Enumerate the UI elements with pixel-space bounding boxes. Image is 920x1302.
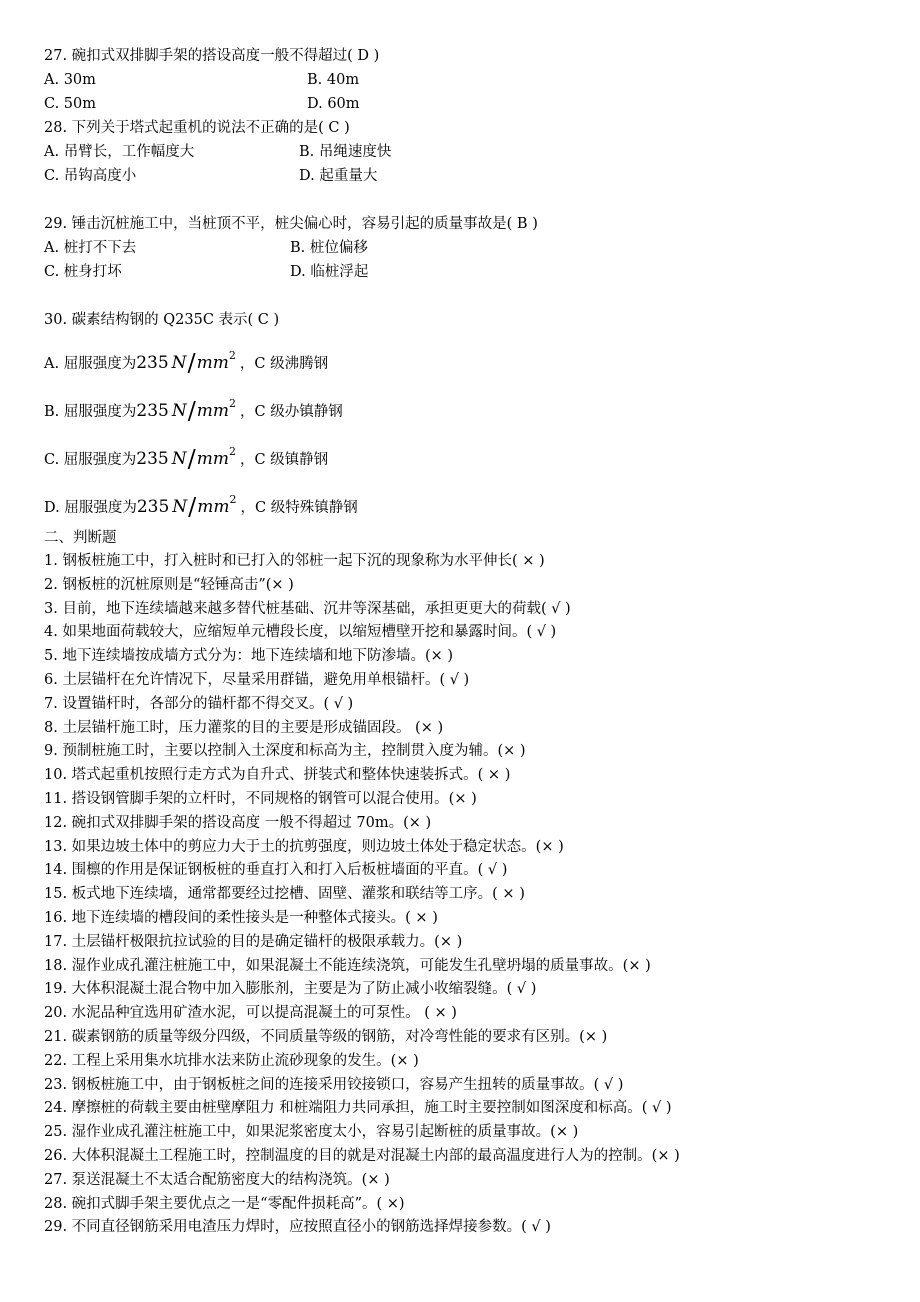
judgment-item: 12. 碗扣式双排脚手架的搭设高度 一般不得超过 70m。(× ) [44,814,432,831]
question-30 [44,308,904,524]
judgment-item: 16. 地下连续墙的槽段间的柔性接头是一种整体式接头。( × ) [44,909,438,926]
option: D. 临桩浮起 [290,264,369,280]
option-suffix: ，C 级特殊镇静钢 [240,500,358,516]
option-prefix: D. 屈服强度为 [44,500,137,516]
formula-unit-n: N [172,497,188,517]
judgment-item: 26. 大体积混凝土工程施工时，控制温度的目的就是对混凝土内部的最高温度进行人为的控制。(× ) [44,1147,680,1164]
judgment-item: 3. 目前，地下连续墙越来越多替代桩基础、沉井等深基础，承担更更大的荷载( √ ) [44,600,571,617]
option: A. 吊臂长，工作幅度大 [44,144,195,160]
judgment-item: 10. 塔式起重机按照行走方式为自升式、拼装式和整体快速装拆式。( × ) [44,767,511,784]
judgment-item: 17. 土层锚杆极限抗拉试验的目的是确定锚杆的极限承载力。(× ) [44,933,463,950]
option: D. 60m [307,96,360,112]
option: C. 桩身打坏 [44,264,122,280]
judgment-item: 20. 水泥品种宜选用矿渣水泥，可以提高混凝土的可泵性。 ( × ) [44,1005,457,1022]
formula-exponent: 2 [228,349,236,362]
option-suffix: ，C 级沸腾钢 [239,356,329,372]
judgment-item: 19. 大体积混凝土混合物中加入膨胀剂，主要是为了防止减小收缩裂缝。( √ ) [44,981,537,998]
judgment-item: 22. 工程上采用集水坑排水法来防止流砂现象的发生。(× ) [44,1052,419,1069]
judgment-item: 27. 泵送混凝土不太适合配筋密度大的结构浇筑。(× ) [44,1171,390,1188]
formula-option [44,380,904,428]
judgment-item: 28. 碗扣式脚手架主要优点之一是“零配件损耗高”。( ×) [44,1195,405,1212]
question-stem: 30. 碳素结构钢的 Q235C 表示( C ) [44,312,280,328]
question-stem: 28. 下列关于塔式起重机的说法不正确的是( C ) [44,120,350,136]
option-suffix: ，C 级镇静钢 [239,452,329,468]
option-prefix: C. 屈服强度为 [44,452,137,468]
formula [136,445,236,473]
formula [136,397,237,425]
option: A. 30m [44,72,96,88]
judgment-section [44,550,904,1240]
option-suffix: ，C 级办镇静钢 [240,404,343,420]
formula-option [44,476,904,524]
formula-unit-n: N [171,401,187,421]
formula-unit-mm: mm [196,353,229,373]
option-prefix: A. 屈服强度为 [44,356,137,372]
option-prefix: B. 屈服强度为 [44,404,137,420]
formula-unit-mm: mm [196,449,229,469]
judgment-item: 14. 围檩的作用是保证钢板桩的垂直打入和打入后板桩墙面的平直。( √ ) [44,862,508,879]
option: C. 50m [44,96,96,112]
formula-value: 235 [136,497,170,517]
formula-unit-mm: mm [197,497,230,517]
judgment-item: 2. 钢板桩的沉桩原则是“轻锤高击”(× ) [44,576,294,593]
question-stem: 27. 碗扣式双排脚手架的搭设高度一般不得超过( D ) [44,48,380,64]
question-stem: 29. 锤击沉桩施工中，当桩顶不平，桩尖偏心时，容易引起的质量事故是( B ) [44,216,538,232]
slash: / [187,445,196,473]
formula-unit-n: N [171,353,187,373]
judgment-item: 29. 不同直径钢筋采用电渣压力焊时，应按照直径小的钢筋选择焊接参数。( √ ) [44,1219,551,1236]
formula [136,493,237,521]
formula-option [44,332,904,380]
formula-exponent: 2 [229,493,237,506]
judgment-item: 23. 钢板桩施工中，由于钢板桩之间的连接采用铰接锁口，容易产生扭转的质量事故。( √ ) [44,1076,624,1093]
judgment-item: 11. 搭设钢管脚手架的立杆时，不同规格的钢管可以混合使用。(× ) [44,790,477,807]
option-row [44,140,904,164]
option: D. 起重量大 [299,168,378,184]
formula-unit-n: N [171,449,187,469]
formula-value: 235 [136,353,169,373]
judgment-item: 21. 碳素钢筋的质量等级分四级，不同质量等级的钢筋，对冷弯性能的要求有区别。(× ) [44,1028,608,1045]
document-page [44,44,904,1240]
slash: / [187,349,196,377]
multiple-choice-section [44,44,904,308]
option-row [44,92,904,116]
option: B. 吊绳速度快 [299,144,392,160]
formula-exponent: 2 [228,445,236,458]
formula-exponent: 2 [229,397,237,410]
formula [136,349,236,377]
slash: / [187,397,196,425]
judgment-item: 18. 湿作业成孔灌注桩施工中，如果混凝土不能连续浇筑，可能发生孔壁坍塌的质量事故。(× ) [44,957,651,974]
option-row [44,164,904,188]
judgment-item: 24. 摩擦桩的荷载主要由桩壁摩阻力 和桩端阻力共同承担，施工时主要控制如图深度和标高。( √ ) [44,1100,672,1117]
judgment-item: 7. 设置锚杆时，各部分的锚杆都不得交叉。( √ ) [44,695,354,712]
formula-option [44,428,904,476]
option-row [44,260,904,284]
option-row [44,236,904,260]
judgment-item: 15. 板式地下连续墙，通常都要经过挖槽、固壁、灌浆和联结等工序。( × ) [44,886,525,903]
judgment-item: 1. 钢板桩施工中，打入桩时和已打入的邻桩一起下沉的现象称为水平伸长( × ) [44,553,545,569]
formula-unit-mm: mm [196,401,230,421]
option: B. 桩位偏移 [290,240,368,256]
formula-value: 235 [136,401,169,421]
section-title: 二、判断题 [44,530,117,546]
judgment-item: 5. 地下连续墙按成墙方式分为：地下连续墙和地下防渗墙。(× ) [44,648,454,665]
formula-value: 235 [136,449,169,469]
option: B. 40m [307,72,360,88]
judgment-item: 8. 土层锚杆施工时，压力灌浆的目的主要是形成锚固段。 (× ) [44,719,444,736]
option-row [44,68,904,92]
judgment-item: 13. 如果边坡土体中的剪应力大于土的抗剪强度，则边坡土体处于稳定状态。(× ) [44,838,564,855]
judgment-item: 9. 预制桩施工时，主要以控制入土深度和标高为主，控制贯入度为辅。(× ) [44,743,526,760]
option: A. 桩打不下去 [44,240,137,256]
slash: / [188,493,197,521]
judgment-item: 6. 土层锚杆在允许情况下，尽量采用群锚，避免用单根锚杆。( √ ) [44,671,470,688]
judgment-item: 4. 如果地面荷载较大，应缩短单元槽段长度，以缩短槽壁开挖和暴露时间。( √ ) [44,624,557,641]
judgment-item: 25. 湿作业成孔灌注桩施工中，如果泥浆密度太小，容易引起断桩的质量事故。(× ) [44,1124,579,1141]
option: C. 吊钩高度小 [44,168,137,184]
